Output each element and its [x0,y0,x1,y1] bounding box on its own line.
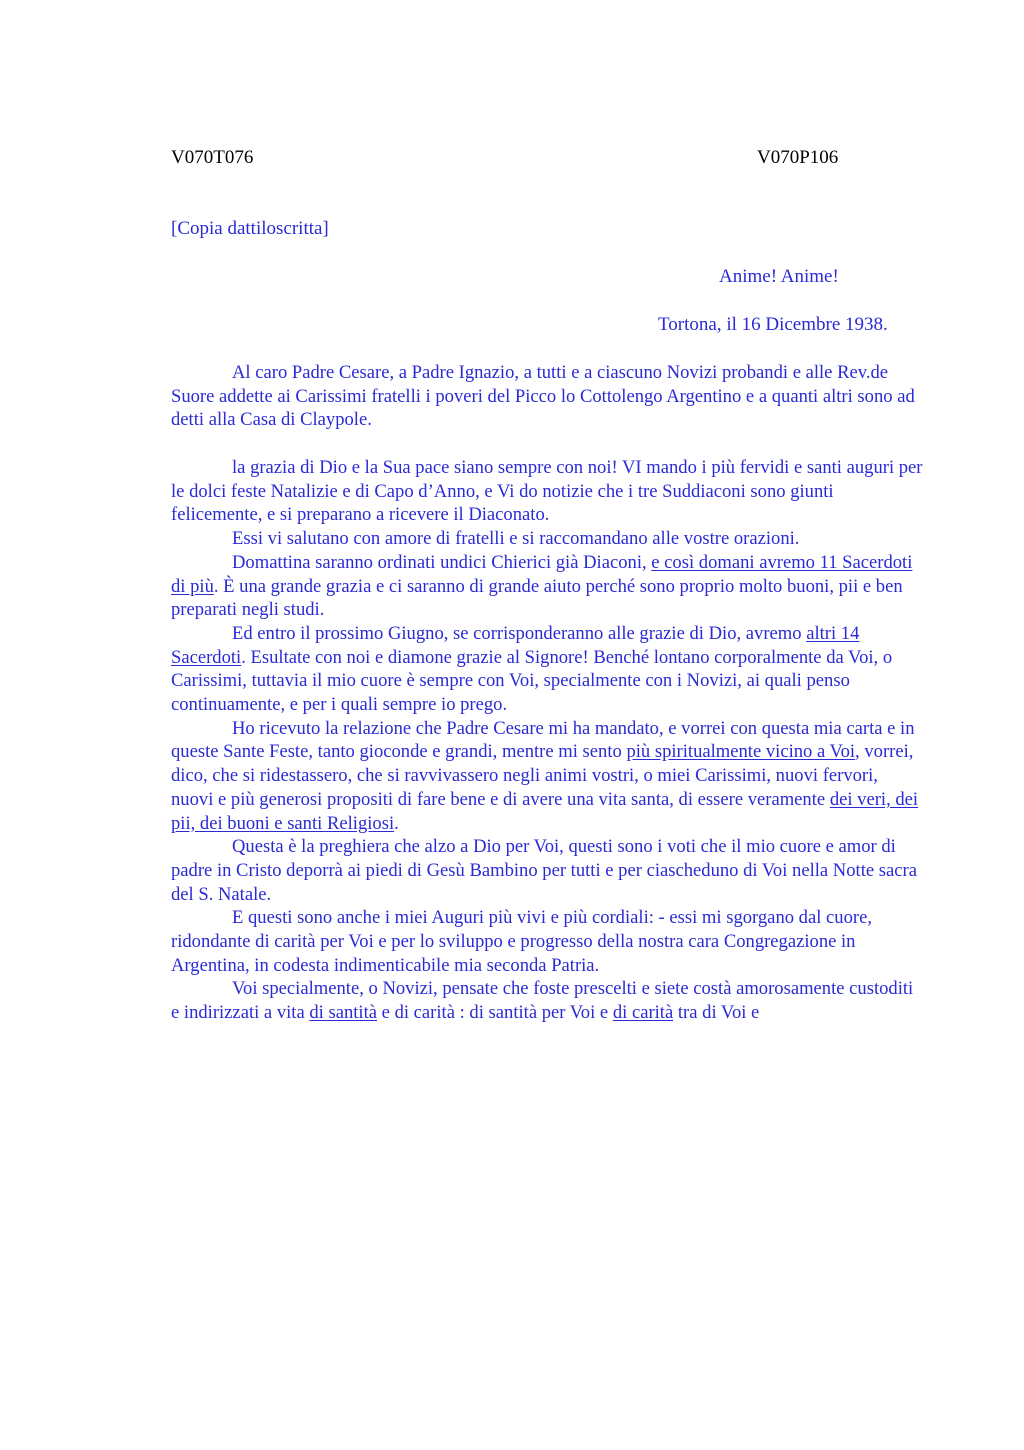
letter-address [171,361,923,432]
paragraph-8-underlined-2: di carità [612,1002,674,1024]
paragraph-4-text-b: . Esultate con noi e diamone grazie al Signore! Benché lontano corporalmente da Voi, o Carissimi, tuttavia il mio cuore è sempre con Voi, specialmente con i Novizi, ai quali penso continuamente, e per i quali sempre io prego. [171,646,893,716]
paragraph-5-underlined-2: dei veri, dei pii, dei buoni e santi Religiosi [171,788,919,834]
paragraph-6: Questa è la preghiera che alzo a Dio per Voi, questi sono i voti che il mio cuore e amor di padre in Cristo deporrà ai piedi di Gesù Bambino per tutti e per ciascheduno di Voi nella Notte sacra del S. Natale. [171,836,917,905]
paragraph-3-text-a: Domattina saranno ordinati undici Chierici già Diaconi, [232,551,652,573]
paragraph-5-text-a: Ho ricevuto la relazione che Padre Cesare mi ha mandato, e vorrei con questa mia carta e in queste Sante Feste, tanto gioconde e grandi, mentre mi sento [171,717,915,763]
paragraph-8 [171,977,923,1024]
paragraph-5-underlined-1: più spiritualmente vicino a Voi [626,741,856,763]
paragraph-4 [171,622,923,717]
paragraph-3-underlined: e così domani avremo 11 Sacerdoti di più [171,551,913,597]
document-code-left: V070T076 [171,147,254,168]
place-date: Tortona, il 16 Dicembre 1938. [658,314,888,335]
paragraph-3 [171,551,923,622]
paragraph-1: la grazia di Dio e la Sua pace siano sempre con noi! VI mando i più fervidi e santi auguri per le dolci feste Natalizie e di Capo d’Anno, e Vi do notizie che i tre Suddiaconi sono giunti felicemente, e si preparano a ricevere il Diaconato. [171,457,923,526]
paragraph-4-underlined: altri 14 Sacerdoti [171,622,860,668]
paragraph-8-text-b: e di carità : di santità per Voi e [377,1002,613,1024]
paragraph-2: Essi vi salutano con amore di fratelli e si raccomandano alle vostre orazioni. [232,528,800,550]
paragraph-5-text-c: . [394,812,399,834]
paragraph-5 [171,717,923,836]
paragraph-3-text-b: . È una grande grazia e ci saranno di grande aiuto perché sono proprio molto buoni, pii e ben preparati negli studi. [171,575,903,621]
letter-body [171,456,923,1025]
paragraph-8-text-c: tra di Voi e [673,1002,760,1024]
paragraph-8-text-a: Voi specialmente, o Novizi, pensate che foste prescelti e siete costà amorosamente custoditi e indirizzati a vita [171,978,914,1024]
document-code-right: V070P106 [757,147,839,168]
address-paragraph: Al caro Padre Cesare, a Padre Ignazio, a tutti e a ciascuno Novizi probandi e alle Rev.de Suore addette ai Carissimi fratelli i poveri del Picco lo Cottolengo Argentino e a quanti altri sono ad detti alla Casa di Claypole. [171,362,915,431]
paragraph-8-underlined-1: di santità [309,1002,378,1024]
motto: Anime! Anime! [719,266,839,287]
paragraph-7: E questi sono anche i miei Auguri più vivi e più cordiali: - essi mi sgorgano dal cuore, ridondante di carità per Voi e per lo sviluppo e progresso della nostra cara Congregazione in Argentina, in codesta indimenticabile mia seconda Patria. [171,907,872,976]
paragraph-5-text-b: , vorrei, dico, che si ridestassero, che si ravvivassero negli animi vostri, o miei Carissimi, nuovi fervori, nuovi e più generosi propositi di fare bene e di avere una vita santa, di essere veramente [171,741,914,810]
paragraph-4-text-a: Ed entro il prossimo Giugno, se corrisponderanno alle grazie di Dio, avremo [232,622,807,644]
copy-note: [Copia dattiloscritta] [171,218,329,239]
